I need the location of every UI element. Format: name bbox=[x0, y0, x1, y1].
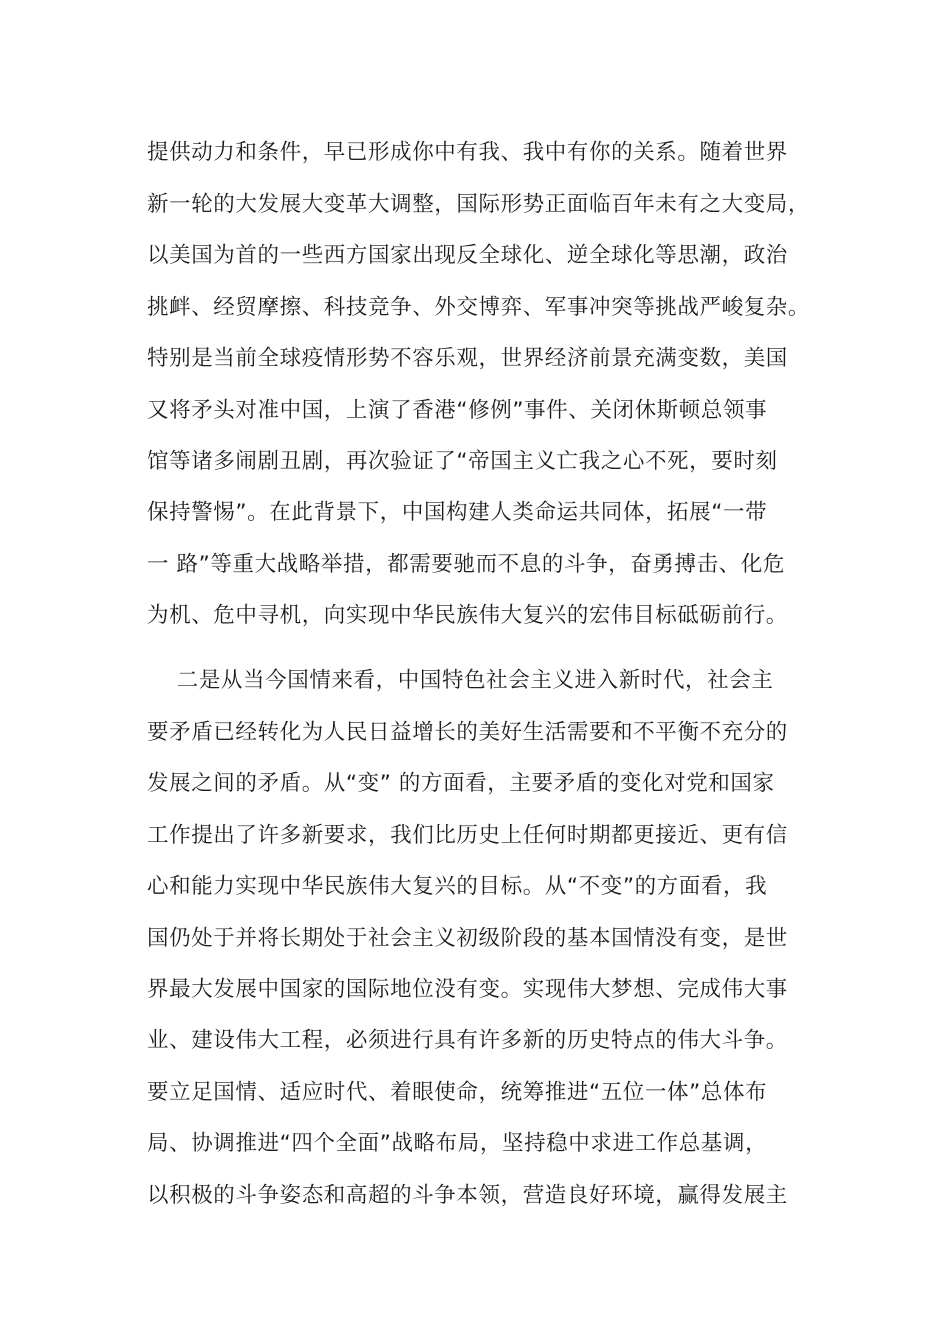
text-line: 提供动力和条件，早已形成你中有我、我中有你的关系。随着世界 bbox=[147, 140, 788, 165]
text-line: 一 路”等重大战略举措，都需要驰而不息的斗争，奋勇搏击、化危 bbox=[147, 552, 785, 577]
text-line: 新一轮的大发展大变革大调整，国际形势正面临百年未有之大变局， bbox=[147, 192, 811, 217]
text-line: 要矛盾已经转化为人民日益增长的美好生活需要和不平衡不充分的 bbox=[147, 720, 788, 745]
text-line: 以美国为首的一些西方国家出现反全球化、逆全球化等思潮，政治 bbox=[147, 243, 788, 268]
text-line: 局、协调推进“四个全面”战略布局，坚持稳中求进工作总基调， bbox=[147, 1131, 768, 1156]
text-line: 馆等诸多闹剧丑剧，再次验证了“帝国主义亡我之心不死，要时刻 bbox=[147, 449, 778, 474]
text-line: 保持警惕”。在此背景下，中国构建人类命运共同体，拓展“一带 bbox=[147, 500, 768, 525]
text-line: 业、建设伟大工程，必须进行具有许多新的历史特点的伟大斗争。 bbox=[147, 1028, 788, 1053]
text-line: 心和能力实现中华民族伟大复兴的目标。从“不变”的方面看，我 bbox=[147, 874, 768, 899]
text-line: 又将矛头对准中国，上演了香港“修例”事件、关闭休斯顿总领事 bbox=[147, 398, 768, 423]
text-line: 要立足国情、适应时代、着眼使命，统筹推进“五位一体”总体布 bbox=[147, 1080, 768, 1105]
text-line: 工作提出了许多新要求，我们比历史上任何时期都更接近、更有信 bbox=[147, 823, 788, 848]
text-line: 发展之间的矛盾。从“变” 的方面看，主要矛盾的变化对党和国家 bbox=[147, 771, 775, 796]
text-line: 界最大发展中国家的国际地位没有变。实现伟大梦想、完成伟大事 bbox=[147, 977, 788, 1002]
text-line: 国仍处于并将长期处于社会主义初级阶段的基本国情没有变，是世 bbox=[147, 926, 788, 951]
text-line: 以积极的斗争姿态和高超的斗争本领，营造良好环境，赢得发展主 bbox=[147, 1183, 788, 1208]
text-line: 挑衅、经贸摩擦、科技竞争、外交博弈、军事冲突等挑战严峻复杂。 bbox=[147, 295, 811, 320]
text-line: 二是从当今国情来看，中国特色社会主义进入新时代，社会主 bbox=[147, 668, 774, 693]
text-line: 为机、危中寻机，向实现中华民族伟大复兴的宏伟目标砥砺前行。 bbox=[147, 603, 788, 628]
text-line: 特别是当前全球疫情形势不容乐观，世界经济前景充满变数，美国 bbox=[147, 346, 788, 371]
